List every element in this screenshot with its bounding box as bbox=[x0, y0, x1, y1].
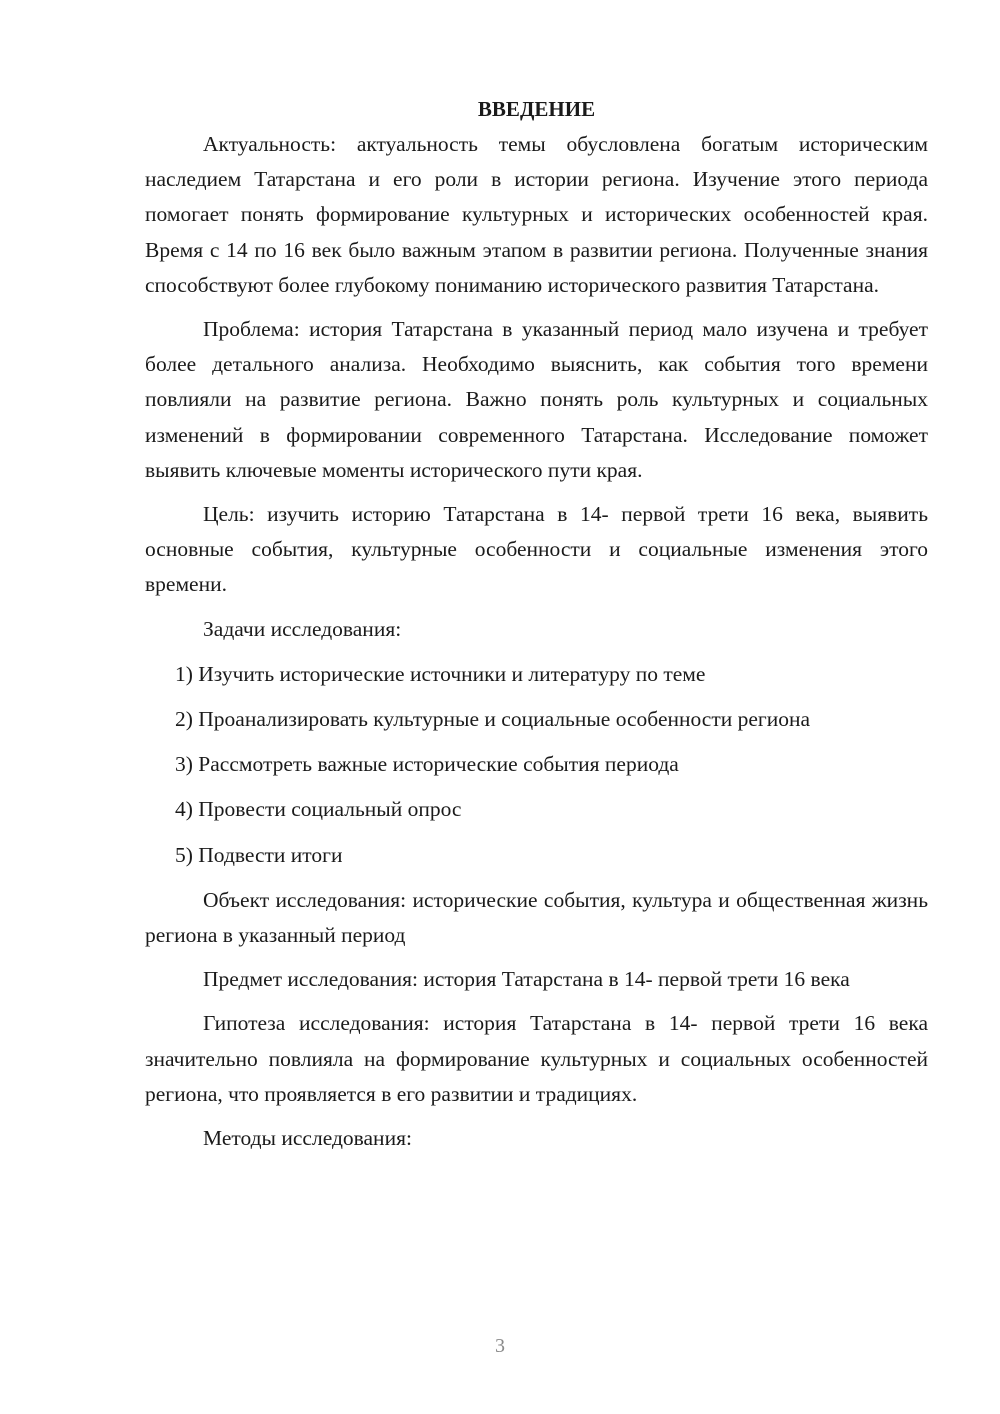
tasks-list bbox=[145, 657, 928, 873]
list-item: 3) Рассмотреть важные исторические события периода bbox=[175, 752, 679, 777]
page-title: ВВЕДЕНИЕ bbox=[477, 97, 596, 121]
document-page bbox=[145, 92, 928, 1166]
page-number: 3 bbox=[495, 1335, 505, 1357]
list-item: 5) Подвести итоги bbox=[175, 842, 343, 867]
list-item: 2) Проанализировать культурные и социальные особенности региона bbox=[175, 707, 811, 732]
list-item: 4) Провести социальный опрос bbox=[175, 797, 462, 822]
methods-label: Методы исследования: bbox=[203, 1126, 412, 1151]
hypothesis-paragraph: Гипотеза исследования: история Татарстана в 14- первой трети 16 века значительно повлияла на формирование культурных и социальных особенностей региона, что проявляется в его развитии и традициях. bbox=[145, 1011, 928, 1106]
problem-paragraph: Проблема: история Татарстана в указанный период мало изучена и требует более детального анализа. Необходимо выяснить, как события того времени повлияли на развитие региона. Важно понять роль культурных и социальных изменений в формировании современного Татарстана. Исследование поможет выявить ключевые моменты исторического пути края. bbox=[145, 317, 928, 482]
subject-paragraph: Предмет исследования: история Татарстана в 14- первой трети 16 века bbox=[203, 967, 850, 992]
relevance-paragraph: Актуальность: актуальность темы обусловлена богатым историческим наследием Татарстана и его роли в истории региона. Изучение этого периода помогает понять формирование культурных и исторических особенностей края. Время с 14 по 16 век было важным этапом в развитии региона. Полученные знания способствуют более глубокому пониманию исторического развития Татарстана. bbox=[145, 132, 928, 297]
list-item: 1) Изучить исторические источники и литературу по теме bbox=[175, 661, 706, 686]
tasks-label: Задачи исследования: bbox=[203, 616, 402, 641]
goal-paragraph: Цель: изучить историю Татарстана в 14- первой трети 16 века, выявить основные события, культурные особенности и социальные изменения этого времени. bbox=[145, 502, 928, 597]
object-paragraph: Объект исследования: исторические события, культура и общественная жизнь региона в указанный период bbox=[145, 887, 928, 948]
